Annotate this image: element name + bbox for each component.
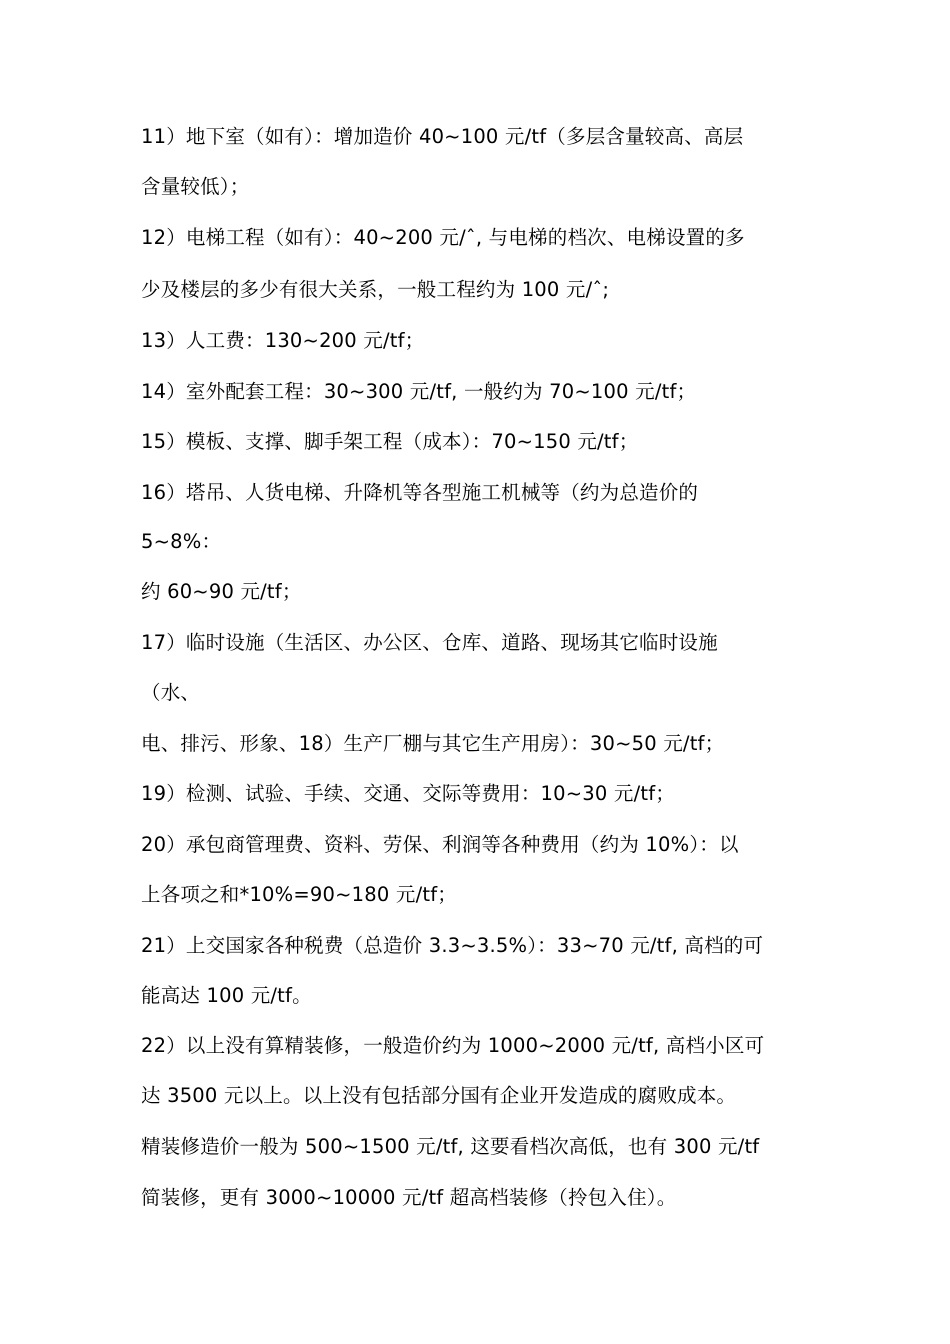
text-line-16-machinery: 16）塔吊、人货电梯、升降机等各型施工机械等（约为总造价的 — [141, 481, 699, 504]
text-line-11-continued: 含量较低）； — [141, 175, 250, 198]
text-line-20-management: 20）承包商管理费、资料、劳保、利润等各种费用（约为 10%）：以 — [141, 833, 739, 856]
text-line-16-percent: 5~8%： — [141, 530, 222, 553]
text-line-21-taxes: 21）上交国家各种税费（总造价 3.3~3.5%）：33~70 元/tf, 高档的可 — [141, 934, 764, 957]
text-line-14-outdoor: 14）室外配套工程：30~300 元/tf, 一般约为 70~100 元/tf； — [141, 380, 697, 403]
text-line-21-continued: 能高达 100 元/tf。 — [141, 984, 312, 1007]
text-line-16-amount: 约 60~90 元/tf； — [141, 580, 302, 603]
text-line-17-18-production: 电、排污、形象、18）生产厂棚与其它生产用房）：30~50 元/tf； — [141, 732, 725, 755]
text-line-22-decoration: 22）以上没有算精装修，一般造价约为 1000~2000 元/tf, 高档小区可 — [141, 1034, 765, 1057]
text-line-12-elevator: 12）电梯工程（如有）：40~200 元/ˆ, 与电梯的档次、电梯设置的多 — [141, 226, 745, 249]
text-line-13-labor: 13）人工费：130~200 元/tf； — [141, 329, 425, 352]
text-line-11-basement: 11）地下室（如有）：增加造价 40~100 元/tf（多层含量较高、高层 — [141, 125, 744, 148]
text-line-22-continued-2: 精装修造价一般为 500~1500 元/tf, 这要看档次高低，也有 300 元/tf — [141, 1135, 760, 1158]
text-line-17-continued: （水、 — [141, 681, 201, 704]
text-line-17-temporary: 17）临时设施（生活区、办公区、仓库、道路、现场其它临时设施 — [141, 631, 718, 654]
text-line-20-continued: 上各项之和*10%=90~180 元/tf； — [141, 883, 457, 906]
text-line-19-testing: 19）检测、试验、手续、交通、交际等费用：10~30 元/tf； — [141, 782, 675, 805]
text-line-22-continued-3: 简装修，更有 3000~10000 元/tf 超高档装修（拎包入住）。 — [141, 1186, 677, 1209]
text-line-15-formwork: 15）模板、支撑、脚手架工程（成本）：70~150 元/tf； — [141, 430, 639, 453]
text-line-12-continued: 少及楼层的多少有很大关系，一般工程约为 100 元/ˆ; — [141, 278, 610, 301]
text-line-22-continued-1: 达 3500 元以上。以上没有包括部分国有企业开发造成的腐败成本。 — [141, 1084, 737, 1107]
